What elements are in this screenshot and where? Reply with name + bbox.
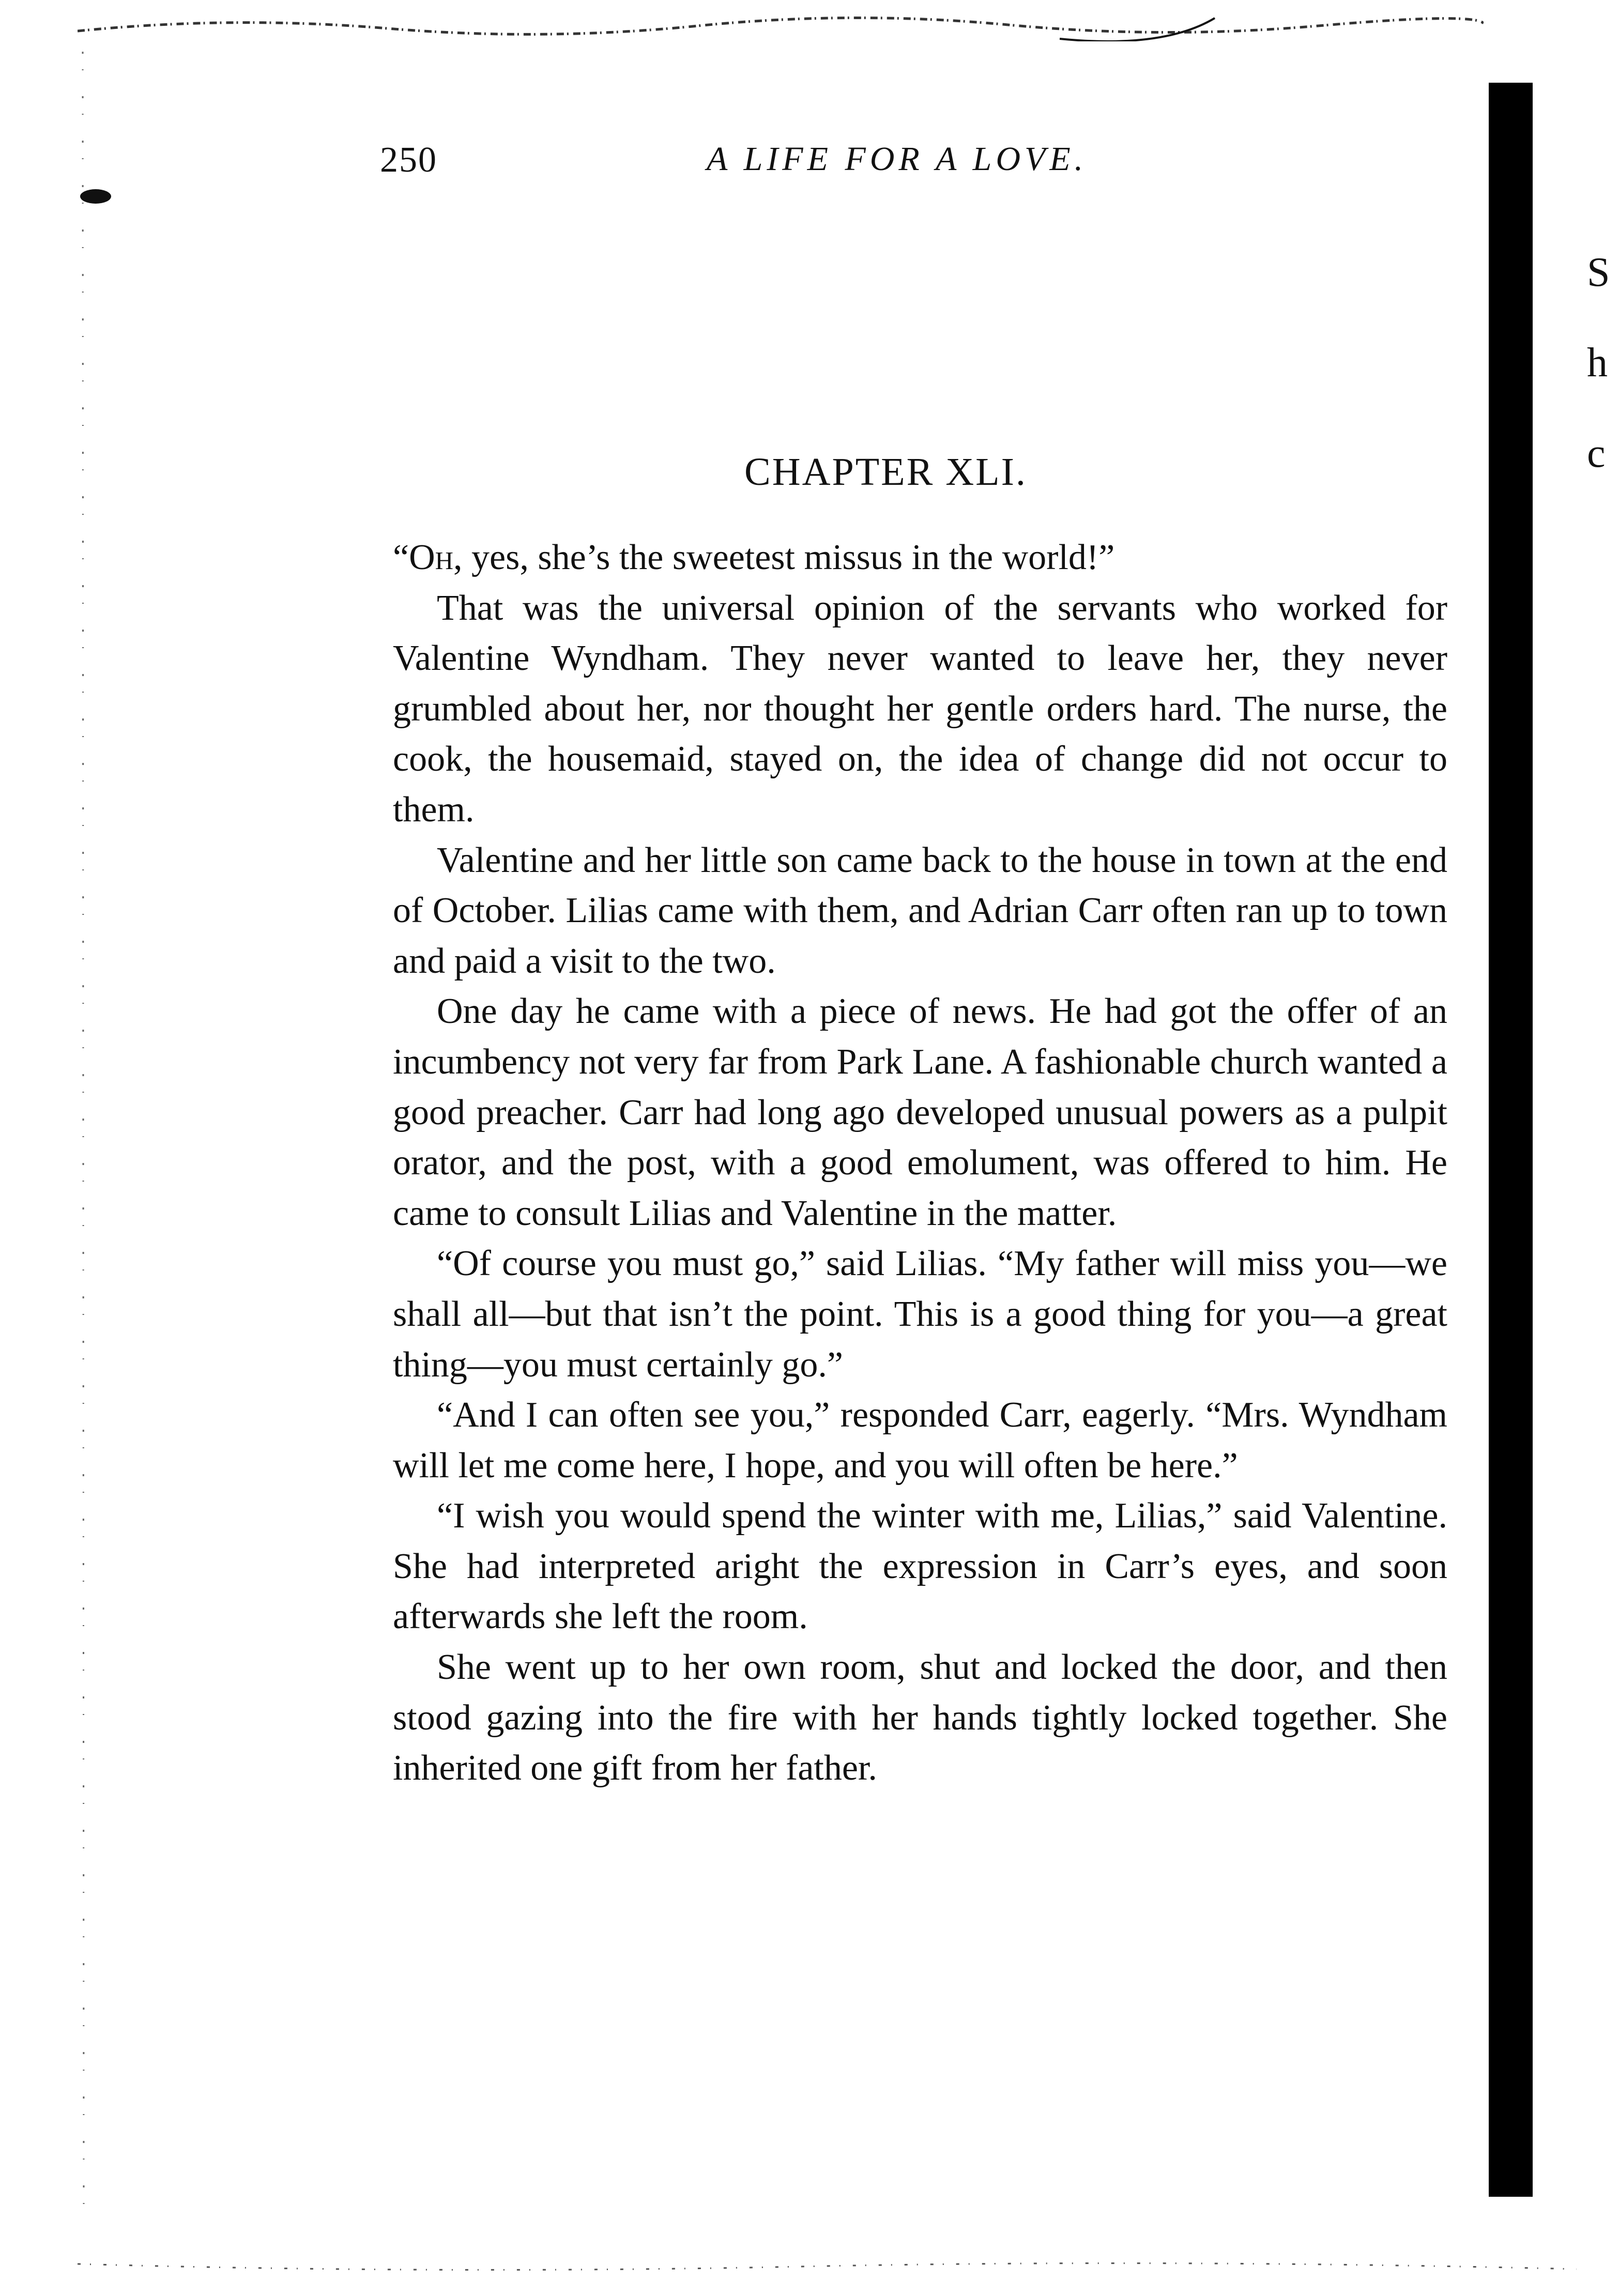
- fragment-letter: S: [1587, 250, 1610, 295]
- running-header: [380, 140, 1465, 196]
- paragraph-text: , yes, she’s the sweetest missus in the world!”: [453, 538, 1115, 577]
- scan-noise-left: [72, 52, 114, 2223]
- paragraph: That was the universal opinion of the servants who worked for Valentine Wyndham. They never wanted to leave her, they never grumbled about her, nor thought her gentle orders hard. The nurse, the cook, the housemaid, stayed on, the idea of change did not occur to them.: [393, 588, 1447, 830]
- paragraph: “Of course you must go,” said Lilias. “My father will miss you—we shall all—but that isn’t the point. This is a good thing for you—a great thing—you must certainly go.”: [393, 1244, 1447, 1385]
- opening-word: Oh: [409, 538, 454, 577]
- page-number: 250: [380, 140, 437, 180]
- paragraph: Valentine and her little son came back to the house in town at the end of October. Lilias came with them, and Adrian Carr often ran up to town and paid a visit to the two.: [393, 840, 1447, 981]
- fragment-letter: h: [1587, 340, 1608, 386]
- paragraph: [393, 532, 1447, 583]
- scan-noise-bottom: [78, 2238, 1577, 2279]
- adjacent-page-fragments: [1587, 227, 1619, 589]
- fragment-letter: c: [1587, 431, 1606, 476]
- paragraph: She went up to her own room, shut and locked the door, and then stood gazing into the fire with her hands tightly locked together. She inherited one gift from her father.: [393, 1647, 1447, 1788]
- chapter-title: CHAPTER XLI.: [744, 450, 1027, 494]
- running-title: A LIFE FOR A LOVE.: [707, 140, 1088, 178]
- scan-noise-top: [78, 10, 1484, 41]
- body-text: [393, 532, 1447, 2093]
- paragraph: “I wish you would spend the winter with me, Lilias,” said Valentine. She had interpreted aright the expression in Carr’s eyes, and soon afterwards she left the room.: [393, 1496, 1447, 1637]
- page-edge-shadow: [1489, 83, 1533, 2197]
- paragraph: “And I can often see you,” responded Carr, eagerly. “Mrs. Wyndham will let me come here, I hope, and you will often be here.”: [393, 1395, 1447, 1486]
- paragraph: One day he came with a piece of news. He had got the offer of an incumbency not very far from Park Lane. A fashionable church wanted a good preacher. Carr had long ago developed unusual powers as a pulpit orator, and the post, with a good emolument, was offered to him. He came to consult Lilias and Valentine in the matter.: [393, 991, 1447, 1233]
- opening-quote: “: [393, 538, 409, 577]
